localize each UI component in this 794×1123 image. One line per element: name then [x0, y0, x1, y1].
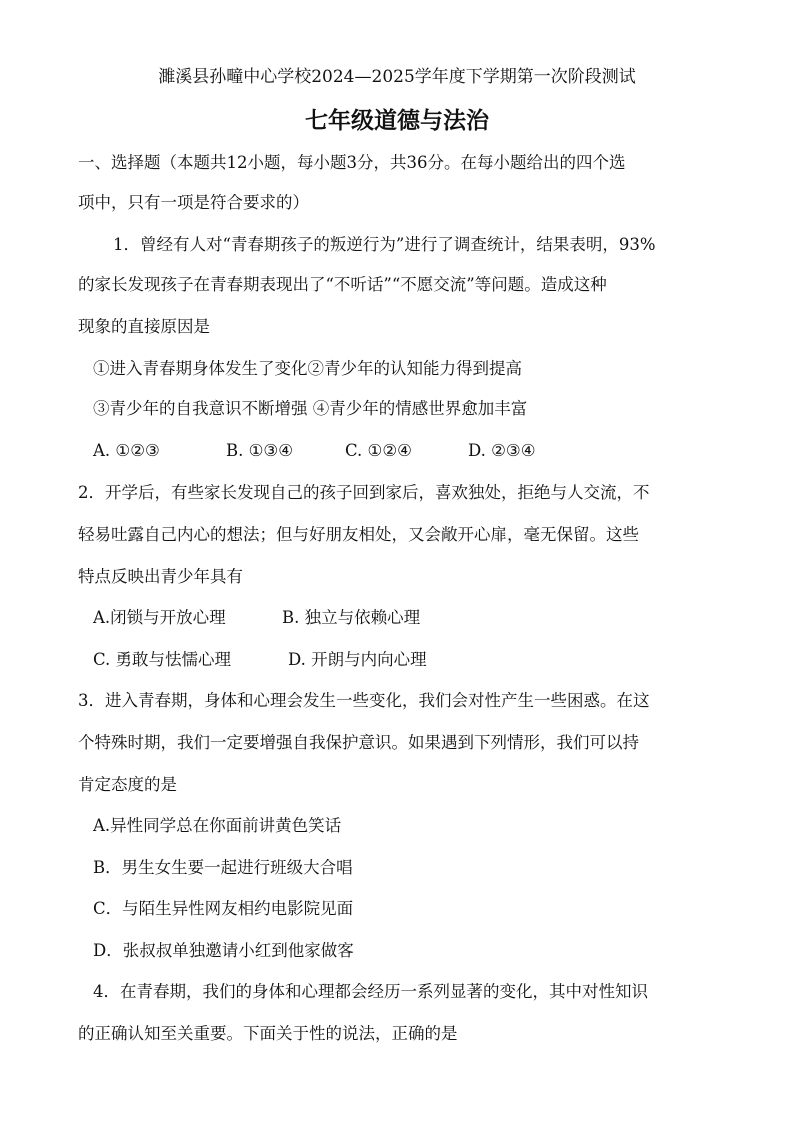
q2-option-c: C. 勇敢与怯懦心理: [93, 650, 232, 669]
q2-option-b: B. 独立与依赖心理: [282, 608, 421, 627]
q2-stem-line-2: 轻易吐露自己内心的想法；但与好朋友相处，又会敞开心扉，毫无保留。这些: [78, 525, 639, 544]
school-header: 濉溪县孙疃中心学校2024—2025学年度下学期第一次阶段测试: [158, 67, 636, 87]
q1-option-a: A. ①②③: [93, 441, 160, 460]
q2-stem-line-1: 2．开学后，有些家长发现自己的孩子回到家后，喜欢独处，拒绝与人交流，不: [78, 483, 650, 502]
q3-option-d: D．张叔叔单独邀请小红到他家做客: [93, 941, 354, 960]
section-instructions-line-1: 一、选择题（本题共12小题，每小题3分，共36分。在每小题给出的四个选: [78, 153, 626, 172]
q3-option-c: C．与陌生异性网友相约电影院见面: [93, 899, 354, 918]
q1-option-b: B. ①③④: [226, 441, 293, 460]
q3-stem-line-3: 肯定态度的是: [78, 775, 177, 794]
q2-stem-line-3: 特点反映出青少年具有: [78, 567, 243, 586]
q1-stem-line-1: 1．曾经有人对“青春期孩子的叛逆行为”进行了调查统计，结果表明，93%: [113, 235, 656, 254]
q4-stem-line-1: 4．在青春期，我们的身体和心理都会经历一系列显著的变化，其中对性知识: [93, 982, 648, 1001]
q3-option-a: A.异性同学总在你面前讲黄色笑话: [93, 816, 342, 835]
q1-statement-2: ③青少年的自我意识不断增强 ④青少年的情感世界愈加丰富: [93, 399, 528, 418]
q1-stem-line-3: 现象的直接原因是: [78, 317, 210, 336]
q1-statement-1: ①进入青春期身体发生了变化②青少年的认知能力得到提高: [93, 359, 522, 378]
q3-stem-line-2: 个特殊时期，我们一定要增强自我保护意识。如果遇到下列情形，我们可以持: [78, 733, 639, 752]
q1-stem-line-2: 的家长发现孩子在青春期表现出了“不听话”“不愿交流”等问题。造成这种: [78, 275, 607, 294]
q1-option-d: D. ②③④: [468, 441, 536, 460]
q4-stem-line-2: 的正确认知至关重要。下面关于性的说法，正确的是: [78, 1024, 458, 1043]
q2-option-a: A.闭锁与开放心理: [93, 608, 226, 627]
section-instructions-line-2: 项中，只有一项是符合要求的）: [78, 193, 309, 212]
q3-option-b: B．男生女生要一起进行班级大合唱: [93, 858, 353, 877]
q2-option-d: D. 开朗与内向心理: [288, 650, 427, 669]
q1-option-c: C. ①②④: [345, 441, 412, 460]
page-title: 七年级道德与法治: [305, 107, 489, 134]
q3-stem-line-1: 3．进入青春期，身体和心理会发生一些变化，我们会对性产生一些困惑。在这: [78, 691, 650, 710]
